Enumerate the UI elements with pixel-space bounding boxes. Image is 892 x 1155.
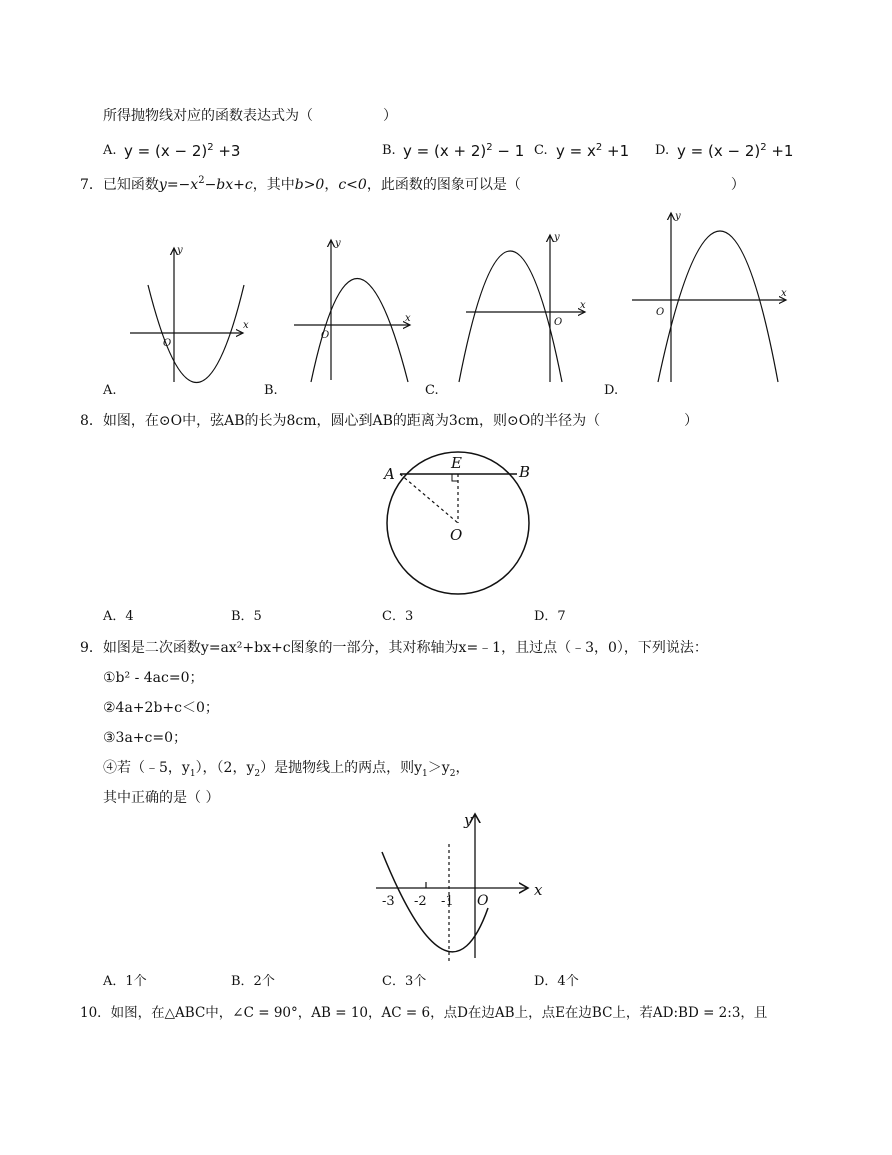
q9-statement-2: ②4a+2b+c＜0； [103,700,219,716]
q9-option-c: C．3个 [382,974,427,989]
q7-graph-b [294,240,410,382]
q8-option-c: C．3 [382,609,414,624]
q7-stem: 7．已知函数$y=-x^2-bx+c$，其中b>0，c<0，此函数的图象可以是（ ） [80,175,745,193]
q7-graphs [0,0,892,420]
q7-d-x-label: x [781,288,787,299]
q7-d-origin: O [656,307,665,318]
q7-label-b: B. [264,383,278,398]
q9-tick-neg3: -3 [382,894,395,909]
q9-option-b: B．2个 [231,974,275,989]
q6-option-c: $y = x^2 +1$ [556,142,630,160]
q8-option-a: A．4 [103,609,134,624]
q7-b-x-label: x [405,313,411,324]
q9-statement-4: ④若（﹣5，$y_1$），（2，$y_2$）是抛物线上的两点，则$y_1>y_2$， [103,760,470,779]
q9-option-d: D．4个 [534,974,579,989]
q7-b-y-label: y [335,238,341,249]
q7-graph-c [459,235,585,382]
q9-y-label: y [464,811,473,829]
q7-c-y-label: y [554,232,560,243]
q6-option-d: $y = (x - 2)^2 +1$ [677,142,794,160]
q9-parabola-figure [370,808,550,968]
q6-option-b-letter: B. [382,143,396,158]
q8-point-e: E [451,454,462,472]
q9-question: 其中正确的是（ ） [103,790,220,806]
q9-tick-neg2: -2 [414,894,427,909]
q8-option-b: B．5 [231,609,262,624]
q8-point-a: A [384,465,395,483]
q7-c-x-label: x [580,300,586,311]
q9-option-a: A．1个 [103,974,147,989]
q8-circle-figure [370,450,550,600]
q6-option-a: $y = (x - 2)^2 +3$ [124,142,241,160]
q6-option-b: $y = (x + 2)^2 - 1$ [403,142,525,160]
q6-option-a-letter: A. [103,143,117,158]
q7-a-x-label: x [243,320,249,331]
q6-tail: 所得抛物线对应的函数表达式为（ ） [103,108,397,124]
q10-stem: 10．如图，在△ABC中，∠C = 90°，AB = 10，AC = 6，点D在边AB上，点E在边BC上，若AD:BD = 2:3，且 [80,1005,768,1021]
q7-label-d: D. [604,383,619,398]
q7-label-c: C. [425,383,439,398]
q8-option-d: D．7 [534,609,566,624]
q9-origin: O [477,893,489,909]
q8-point-o: O [450,526,463,544]
q7-graph-a [130,248,244,383]
q6-option-c-letter: C. [534,143,548,158]
q7-graph-d [632,213,786,382]
q9-statement-1: ①b² - 4ac=0； [103,670,204,686]
q8-stem: 8．如图，在⊙O中，弦AB的长为8cm，圆心到AB的距离为3cm，则⊙O的半径为（ ） [80,413,699,429]
q9-x-label: x [534,881,543,899]
q9-stem: 9．如图是二次函数y=ax²+bx+c图象的一部分，其对称轴为x=﹣1，且过点（﹣3，0），下列说法： [80,640,708,656]
q6-option-d-letter: D. [655,143,670,158]
q7-a-origin: O [163,338,172,349]
q7-d-y-label: y [675,211,681,222]
q7-b-origin: O [321,330,330,341]
q9-statement-3: ③3a+c=0； [103,730,188,746]
q7-c-origin: O [554,317,563,328]
q8-point-b: B [519,463,531,481]
q7-label-a: A. [103,383,117,398]
q7-a-y-label: y [177,245,183,256]
q9-tick-neg1: -1 [441,894,454,909]
